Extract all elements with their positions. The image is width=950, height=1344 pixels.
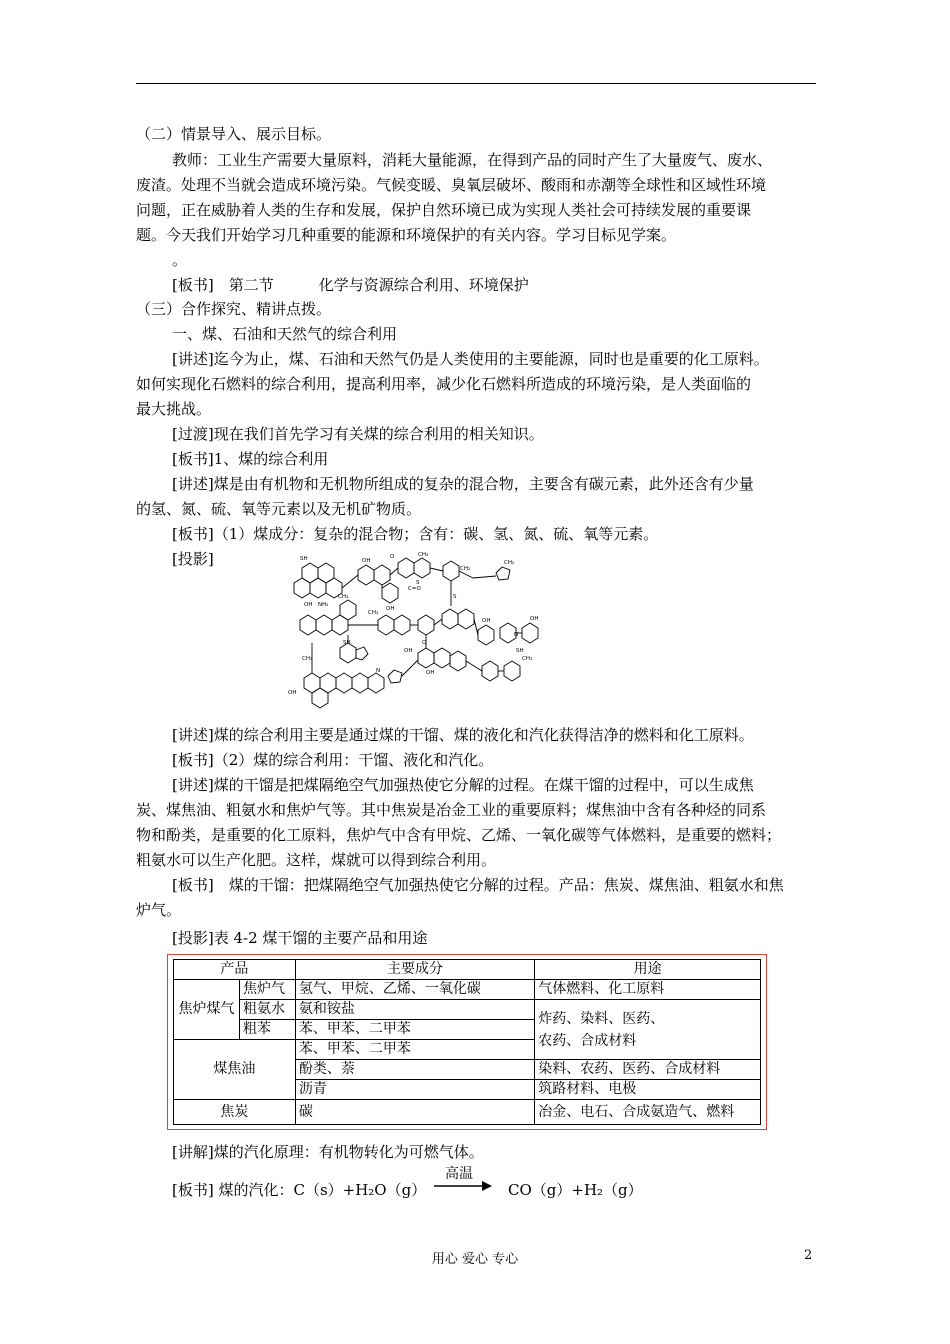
paragraph-line: 最大挑战。 — [136, 400, 212, 418]
table-caption: [投影]表 4-2 煤干馏的主要产品和用途 — [172, 929, 428, 947]
paragraph-line: 问题，正在威胁着人类的生存和发展，保护自然环境已成为实现人类社会可持续发展的重要课 — [136, 201, 752, 219]
paragraph-line: 物和酚类，是重要的化工原料，焦炉气中含有甲烷、乙烯、一氧化碳等气体燃料，是重要的燃料； — [136, 826, 782, 844]
svg-text:CH₃: CH₃ — [418, 552, 429, 558]
table-cell: 煤焦油 — [174, 1040, 296, 1100]
paragraph-line: [讲述]煤是由有机物和无机物所组成的复杂的混合物，主要含有碳元素，此外还含有少量 — [172, 475, 754, 493]
svg-text:OH: OH — [482, 618, 491, 624]
table-cell-line: 炸药、染料、医药、 — [538, 1010, 665, 1027]
svg-text:OH: OH — [530, 616, 539, 622]
svg-text:CH₃: CH₃ — [522, 656, 533, 662]
svg-text:CH₂: CH₂ — [504, 560, 515, 566]
paragraph-line: [讲解]煤的汽化原理：有机物转化为可燃气体。 — [172, 1143, 484, 1161]
paragraph-line: 的氢、氮、硫、氧等元素以及无机矿物质。 — [136, 500, 422, 518]
table-cell: 筑路材料、电极 — [535, 1080, 761, 1100]
table-cell: 苯、甲苯、二甲苯 — [295, 1040, 534, 1060]
arrow-icon — [432, 1166, 494, 1196]
paragraph-line: 废渣。处理不当就会造成环境污染。气候变暖、臭氧层破坏、酸雨和赤潮等全球性和区域性环境 — [136, 176, 767, 194]
svg-text:OH: OH — [426, 670, 435, 676]
paragraph-line: [讲述]煤的干馏是把煤隔绝空气加强热使它分解的过程。在煤干馏的过程中，可以生成焦 — [172, 776, 754, 794]
page-number: 2 — [804, 1248, 813, 1263]
table-cell: 焦炭 — [174, 1100, 296, 1125]
svg-text:O: O — [390, 554, 395, 560]
table-row — [174, 1100, 761, 1125]
svg-text:S: S — [416, 580, 420, 586]
svg-text:N: N — [376, 668, 381, 674]
paragraph-line: [板书]（1）煤成分：复杂的混合物；含有：碳、氢、氮、硫、氧等元素。 — [172, 525, 659, 543]
svg-text:SH: SH — [516, 648, 524, 654]
table-cell: 氢气、甲烷、乙烯、一氧化碳 — [295, 980, 534, 1000]
coal-products-table — [173, 959, 761, 1125]
table-cell: 粗苯 — [239, 1020, 295, 1040]
svg-text:CH₃: CH₃ — [302, 656, 313, 662]
paragraph-line: 粗氨水可以生产化肥。这样，煤就可以得到综合利用。 — [136, 851, 497, 869]
equation-lhs: [板书] 煤的汽化：C（s）+H₂O（g） — [172, 1181, 427, 1199]
paragraph-line: [过渡]现在我们首先学习有关煤的综合利用的相关知识。 — [172, 425, 544, 443]
svg-text:CH₃: CH₃ — [338, 594, 349, 600]
paragraph-line: 炉气。 — [136, 901, 182, 919]
table-row — [174, 1000, 761, 1020]
coal-structure-diagram — [278, 548, 548, 716]
page-footer: 用心 爱心 专心 — [431, 1252, 519, 1267]
header-cell: 产品 — [174, 960, 296, 980]
paragraph-line: [板书]（2）煤的综合利用：干馏、液化和汽化。 — [172, 751, 494, 769]
svg-text:OH: OH — [404, 648, 413, 654]
table-cell: 焦炉煤气 — [174, 980, 240, 1040]
table-cell-line: 农药、合成材料 — [538, 1032, 637, 1049]
svg-text:NH₂: NH₂ — [318, 602, 329, 608]
svg-text:CH₃: CH₃ — [368, 610, 379, 616]
table-cell: 冶金、电石、合成氨造气、燃料 — [535, 1100, 761, 1125]
svg-text:SH: SH — [300, 556, 308, 562]
table-cell: 苯、甲苯、二甲苯 — [295, 1020, 534, 1040]
reaction-arrow — [432, 1166, 494, 1196]
reaction-condition: 高温 — [445, 1166, 473, 1182]
paragraph-line: 教师：工业生产需要大量原料，消耗大量能源，在得到产品的同时产生了大量废气、废水、 — [172, 151, 773, 169]
table-cell: 氨和铵盐 — [295, 1000, 534, 1020]
paragraph-line: [讲述]煤的综合利用主要是通过煤的干馏、煤的液化和汽化获得洁净的燃料和化工原料。 — [172, 726, 754, 744]
header-rule — [136, 83, 816, 84]
svg-text:OH: OH — [288, 690, 297, 696]
svg-text:SH: SH — [343, 640, 351, 646]
svg-text:CH₂: CH₂ — [460, 566, 471, 572]
equation-rhs: CO（g）+H₂（g） — [508, 1181, 643, 1199]
table-cell: 焦炉气 — [239, 980, 295, 1000]
table-cell: 粗氨水 — [239, 1000, 295, 1020]
table-cell: 酚类、萘 — [295, 1060, 534, 1080]
svg-text:N: N — [514, 632, 519, 638]
svg-text:OH: OH — [304, 602, 313, 608]
paragraph-line: [板书]1、煤的综合利用 — [172, 450, 329, 468]
paragraph-line: [讲述]迄今为止，煤、石油和天然气仍是人类使用的主要能源，同时也是重要的化工原料。 — [172, 350, 769, 368]
paragraph-line: 炭、煤焦油、粗氨水和焦炉气等。其中焦炭是冶金工业的重要原料；煤焦油中含有各种烃的同系 — [136, 801, 767, 819]
paragraph-line: [板书] 煤的干馏：把煤隔绝空气加强热使它分解的过程。产品：焦炭、煤焦油、粗氨水和焦 — [172, 876, 784, 894]
paragraph-line: 题。今天我们开始学习几种重要的能源和环境保护的有关内容。学习目标见学案。 — [136, 226, 677, 244]
subsection-heading: 一、煤、石油和天然气的综合利用 — [172, 325, 398, 343]
table-cell: 染料、农药、医药、合成材料 — [535, 1060, 761, 1080]
table-cell — [535, 1000, 761, 1060]
table-row — [174, 980, 761, 1000]
svg-text:S: S — [453, 594, 457, 600]
table-cell: 碳 — [295, 1100, 534, 1125]
table-cell: 气体燃料、化工原料 — [535, 980, 761, 1000]
table-cell: 沥青 — [295, 1080, 534, 1100]
board-title: [板书] 第二节 化学与资源综合利用、环境保护 — [172, 276, 529, 294]
paragraph-line: 。 — [172, 251, 188, 269]
section-heading: （三）合作探究、精讲点拨。 — [136, 300, 332, 318]
svg-text:O: O — [422, 640, 427, 646]
header-cell: 用途 — [535, 960, 761, 980]
svg-text:OH: OH — [362, 558, 371, 564]
paragraph-line: [投影] — [172, 550, 214, 568]
table-header-row — [174, 960, 761, 980]
paragraph-line: 如何实现化石燃料的综合利用，提高利用率，减少化石燃料所造成的环境污染，是人类面临的 — [136, 375, 752, 393]
section-heading: （二）情景导入、展示目标。 — [136, 125, 332, 143]
svg-text:C=O: C=O — [408, 586, 421, 592]
header-cell: 主要成分 — [295, 960, 534, 980]
coal-products-table-frame — [167, 954, 767, 1130]
svg-text:OH: OH — [386, 606, 395, 612]
